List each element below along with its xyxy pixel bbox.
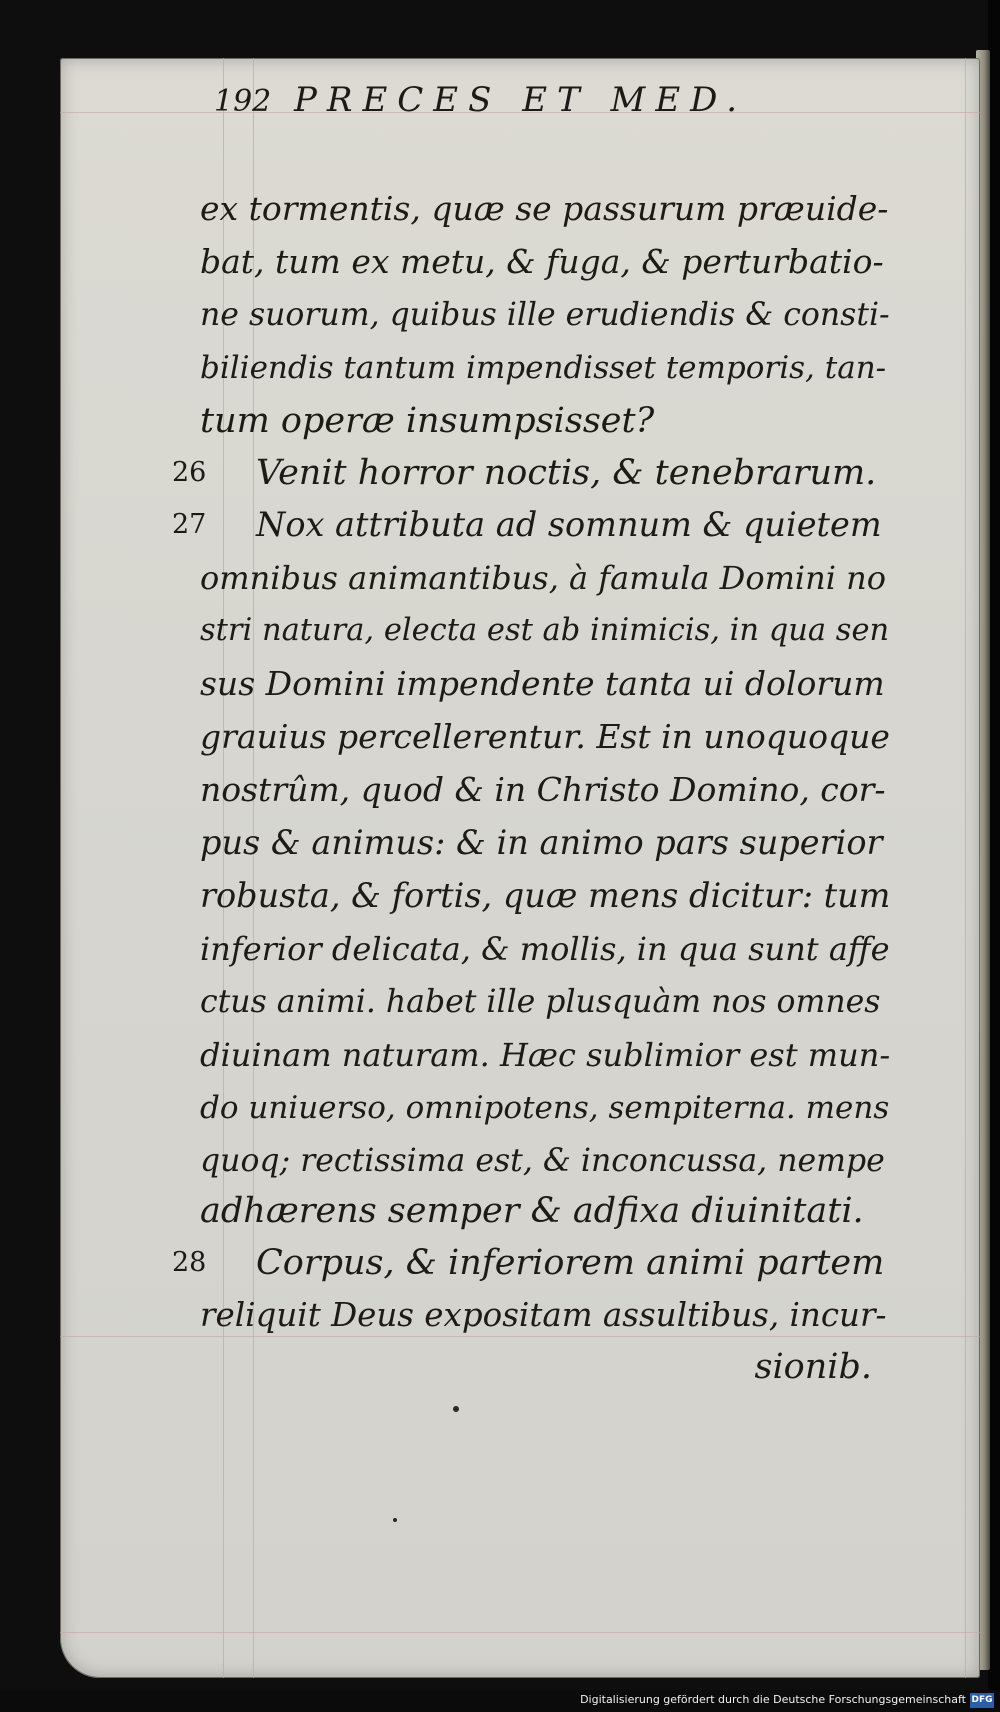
text-line: grauius percellerentur. Est in unoquoque	[200, 717, 890, 756]
text-line: ctus animi. habet ille plusquàm nos omnes	[200, 984, 881, 1020]
dfg-logo-icon: DFG	[970, 1693, 994, 1708]
ruled-line	[60, 1632, 980, 1633]
margin-number: 26	[172, 457, 207, 488]
text-line: bat, tum ex metu, & fuga, & perturbatio-	[200, 242, 884, 281]
text-line: Venit horror noctis, & tenebrarum.	[256, 453, 877, 493]
text-line: reliquit Deus expositam assultibus, incur-	[200, 1296, 887, 1334]
text-line: robusta, & fortis, quæ mens dicitur: tum	[200, 876, 891, 915]
margin-number: 28	[172, 1247, 207, 1278]
text-line: pus & animus: & in animo pars superior	[200, 823, 883, 862]
page-header	[214, 80, 904, 120]
text-line: tum operæ insumpsisset?	[200, 401, 655, 441]
footer-bar	[0, 1690, 1000, 1712]
text-line: inferior delicata, & mollis, in qua sunt affe	[200, 930, 890, 968]
catchword: sionib.	[754, 1347, 872, 1387]
text-line: sus Domini impendente tanta ui dolorum	[200, 664, 885, 703]
margin-number: 27	[172, 509, 207, 540]
digitization-credit: Digitalisierung gefördert durch die Deutsche Forschungsgemeinschaft	[580, 1693, 966, 1706]
text-line: omnibus animantibus, à famula Domini no	[200, 559, 887, 597]
text-line: Corpus, & inferiorem animi partem	[256, 1243, 885, 1283]
ink-speck	[393, 1518, 397, 1522]
text-line: do uniuerso, omnipotens, sempiterna. mens	[200, 1090, 890, 1126]
text-line: adhærens semper & adfixa diuinitati.	[200, 1191, 864, 1231]
ink-speck	[453, 1406, 459, 1412]
page-number: 192	[214, 84, 272, 119]
running-head: PRECES ET MED.	[294, 80, 748, 120]
text-line: ex tormentis, quæ se passurum præuide-	[200, 189, 889, 228]
text-line: ne suorum, quibus ille erudiendis & consti-	[200, 297, 890, 333]
text-line: stri natura, electa est ab inimicis, in qua sen	[200, 613, 890, 648]
text-line: nostrûm, quod & in Christo Domino, cor-	[200, 770, 886, 809]
text-line: biliendis tantum impendisset temporis, tan-	[200, 350, 887, 386]
text-line: quoq; rectissima est, & inconcussa, nempe	[200, 1143, 885, 1179]
ruled-margin-line	[965, 58, 966, 1678]
text-line: Nox attributa ad somnum & quietem	[256, 505, 882, 544]
text-line: diuinam naturam. Hæc sublimior est mun-	[200, 1036, 891, 1074]
